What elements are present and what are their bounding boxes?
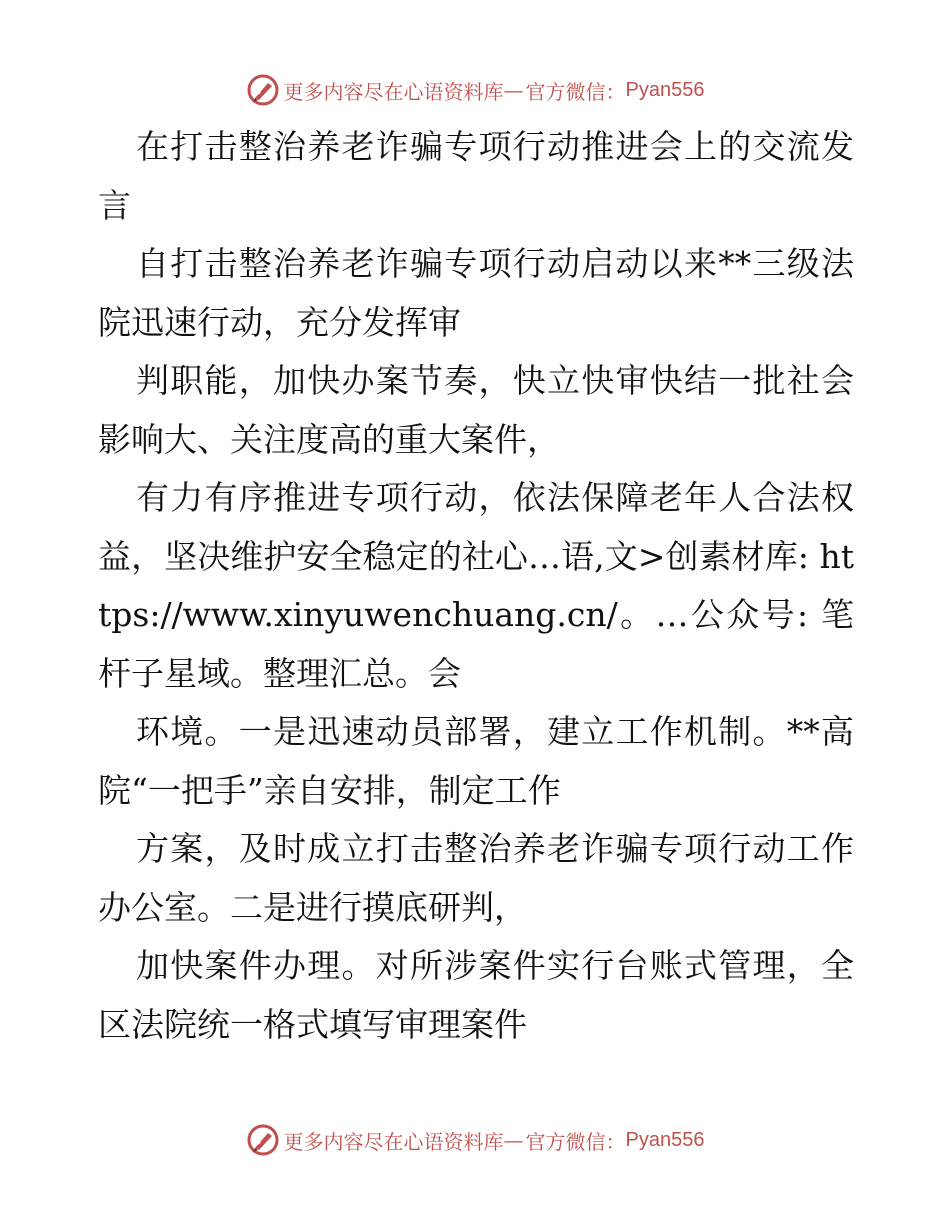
paragraph-3: 有力有序推进专项行动，依法保障老年人合法权益，坚决维护安全稳定的社心…语,文>创素材库: https://www.xinyuwenchuang.cn/。…公众号: 笔杆子星域。整理汇总。会 (98, 478, 854, 693)
paragraph-1: 自打击整治养老诈骗专项行动启动以来**三级法院迅速行动，充分发挥审 (98, 244, 854, 342)
header-wechat-label: 官方微信： (525, 79, 626, 104)
pen-circle-icon (246, 1123, 280, 1157)
header-separator: — (503, 78, 524, 102)
paragraph-6: 加快案件办理。对所涉案件实行台账式管理，全区法院统一格式填写审理案件 (98, 946, 854, 1044)
footer-banner (0, 1120, 950, 1160)
footer-separator: — (503, 1128, 524, 1152)
document-body (98, 118, 854, 1054)
header-banner (0, 70, 950, 110)
paragraph-4: 环境。一是迅速动员部署，建立工作机制。**高院“一把手”亲自安排，制定工作 (98, 712, 854, 810)
footer-wechat-id: Pyan556 (625, 1128, 705, 1151)
header-site-text: 更多内容尽在心语资料库 (283, 79, 504, 104)
footer-site-text: 更多内容尽在心语资料库 (283, 1129, 504, 1154)
document-title: 在打击整治养老诈骗专项行动推进会上的交流发言 (98, 127, 854, 225)
paragraph-5: 方案，及时成立打击整治养老诈骗专项行动工作办公室。二是进行摸底研判， (98, 829, 854, 927)
paragraph-2: 判职能，加快办案节奏，快立快审快结一批社会影响大、关注度高的重大案件， (98, 361, 854, 459)
pen-circle-icon (246, 73, 280, 107)
header-wechat-id: Pyan556 (625, 78, 705, 101)
footer-wechat-label: 官方微信： (525, 1129, 626, 1154)
